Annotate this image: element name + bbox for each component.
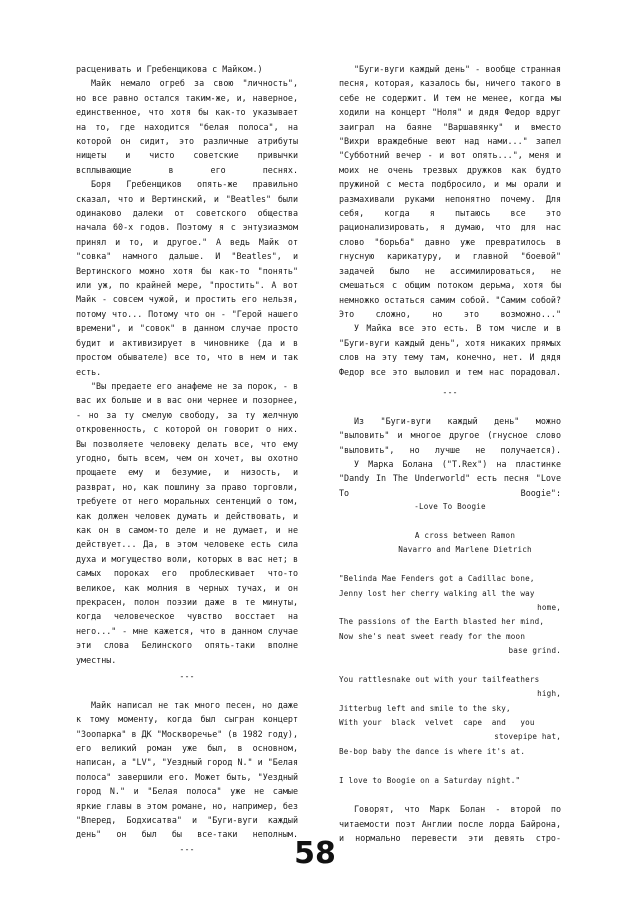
lyric-line: I love to Boogie on a Saturday night." bbox=[339, 775, 521, 785]
paragraph-mike-start: Майк немало огреб за свою "личность", bbox=[91, 78, 298, 89]
paragraph-marc-bolan: У Марка Болана ("T.Rex") на пластинке "Dandy In The Underworld" есть песня "Love To Boogie": bbox=[339, 458, 561, 498]
paragraph-mike-novel: Майк написал не так много песен, но даже к тому моменту, когда был сыгран концерт "Зоопарка" в ДК "Москворечье" (в 1982 году), его великий роман уже был, в основном, написан, а "LV", "Уездный город N." и "Белая полоса" завершили его. Может быть, "Уездный город N." и "Белая полоса" уже не самые яркие главы в этом романе, но, например, без "Вперед, Бодхисатва" и "Буги-вуги каждый день" он был бы все-таки неполным. bbox=[76, 699, 298, 840]
section-divider: --- bbox=[179, 843, 195, 854]
paragraph-belinsky-quote: "Вы предаете его анафеме не за порок, - в вас их больше и в вас они чернее и позорнее, - но за ту смелую свободу, за ту желчную откровенность, с которой он говорит о них. Вы позволяете человеку делать все, что ему угодно, быть всем, чем он хочет, вы охотно прощаете ему и безумие, и низость, и разврат, но, как пошлину за право торговли, требуете от него моральных сентенций о том, как должен человек думать и действовать, и как он в самом-то деле и не думает, и не действует... Да, в этом человеке есть сила духа и могущество воли, которых в вас нет; в самых пороках его проблескивает что-то великое, как молния в черных тучах, и он прекрасен, полон поэзии даже в те минуты, когда человеческое чувство восстает на него..." - мне кажется, что в данном случае эти слова Белинского опять-таки вполне уместны. bbox=[76, 380, 298, 665]
section-divider: --- bbox=[179, 671, 195, 682]
song-title: -Love To Boogie bbox=[414, 502, 486, 512]
section-divider: --- bbox=[442, 386, 458, 397]
epigraph-line: Navarro and Marlene Dietrich bbox=[398, 545, 532, 555]
paragraph-continuation: расценивать и Гребенщикова с Майком.) bbox=[76, 64, 263, 74]
lyric-line: home, bbox=[537, 602, 561, 612]
right-column bbox=[339, 62, 561, 846]
lyric-line: Be-bop baby the dance is where it's at. bbox=[339, 746, 526, 756]
paragraph-uncle-fyodor: У Майка все это есть. В том числе и в "Буги-вуги каждый день", хотя никаких прямых слов на эту тему там, конечно, нет. И дядя Федор все это выловил и тем нас порадовал. bbox=[339, 323, 561, 377]
lyric-line: base grind. bbox=[508, 646, 561, 656]
spacer bbox=[339, 515, 561, 529]
paragraph-bolan-reading: Говорят, что Марк Болан - второй по читаемости поэт Англии после лорда Байрона, и нормально перевести эти девять стро- bbox=[339, 804, 561, 844]
lyric-line: "Belinda Mae Fenders got a Cadillac bone, bbox=[339, 574, 535, 584]
spacer bbox=[339, 399, 561, 413]
paragraph-mike-white-stripe: но все равно остался таким-же, и, наверное, единственное, что хотя бы как-то указывает на то, где находится "белая полоса", на которой он сидит, это различные атрибуты нищеты и чисто советские привычки всплывающие в его песнях. bbox=[76, 92, 298, 175]
lyric-line: Now she's neat sweet ready for the moon bbox=[339, 631, 526, 641]
epigraph-line: A cross between Ramon bbox=[414, 530, 516, 540]
paragraph-grebenshchikov: Боря Гребенщиков опять-же правильно сказал, что и Вертинский, и "Beatles" были одинаково далеки от советского общества начала 60-х годов. Поэтому я с энтузиазмом принял и то, и другое." А ведь Майк от "совка" намного дальше. И "Beatles", и Вертинского можно хотя бы как-то "понять" или уж, по крайней мере, "простить". А вот Майк - совсем чужой, и простить его нельзя, потому что... Потому что он - "Герой нашего времени", и "совок" в данном случае просто будит и активизирует в чиновнике (да и в простом обывателе) все то, что в нем и так есть. bbox=[76, 179, 298, 377]
lyric-line: The passions of the Earth blasted her mind, bbox=[339, 617, 545, 627]
lyric-line: You rattlesnake out with your tailfeathers bbox=[339, 674, 540, 684]
lyric-line: With your black velvet cape and you bbox=[339, 718, 535, 728]
lyric-line: stovepipe hat, bbox=[494, 732, 561, 742]
left-column bbox=[76, 62, 298, 856]
spacer bbox=[339, 558, 561, 572]
paragraph-boogie-woogie: "Буги-вуги каждый день" - вообще странная песня, которая, казалось бы, ничего такого в себе не содержит. И тем не менее, когда мы ходили на концерт "Ноля" и дядя Федор вдруг заиграл на баяне "Варшавянку" и вместо "Вихри враждебные веют над нами..." запел "Субботний вечер - и вот опять...", меня и моих не очень трезвых дружков как будто пружиной с места подбросило, и мы орали и размахивали руками непонятно почему. Для себя, когда я пытаюсь все это рационализировать, я думаю, что для нас слово "борьба" давно уже превратилось в гнусную карикатуру, и главной "боевой" задачей было не ассимилироваться, не смешаться с общим потоком дерьма, хотя бы немножко остаться самим собой. "Самим собой? Это сложно, но это возможно..." bbox=[339, 64, 561, 319]
lyric-line: high, bbox=[537, 689, 561, 699]
lyric-line: Jitterbug left and smile to the sky, bbox=[339, 703, 511, 713]
spacer bbox=[339, 759, 561, 773]
page-number: 58 bbox=[294, 836, 336, 871]
spacer bbox=[76, 683, 298, 697]
lyric-line: Jenny lost her cherry walking all the way bbox=[339, 588, 535, 598]
spacer bbox=[339, 788, 561, 802]
spacer bbox=[339, 658, 561, 672]
paragraph-fish-out: Из "Буги-вуги каждый день" можно "выловить" и многое другое (гнусное слово "выловить", но лучше не получается). bbox=[339, 415, 561, 455]
